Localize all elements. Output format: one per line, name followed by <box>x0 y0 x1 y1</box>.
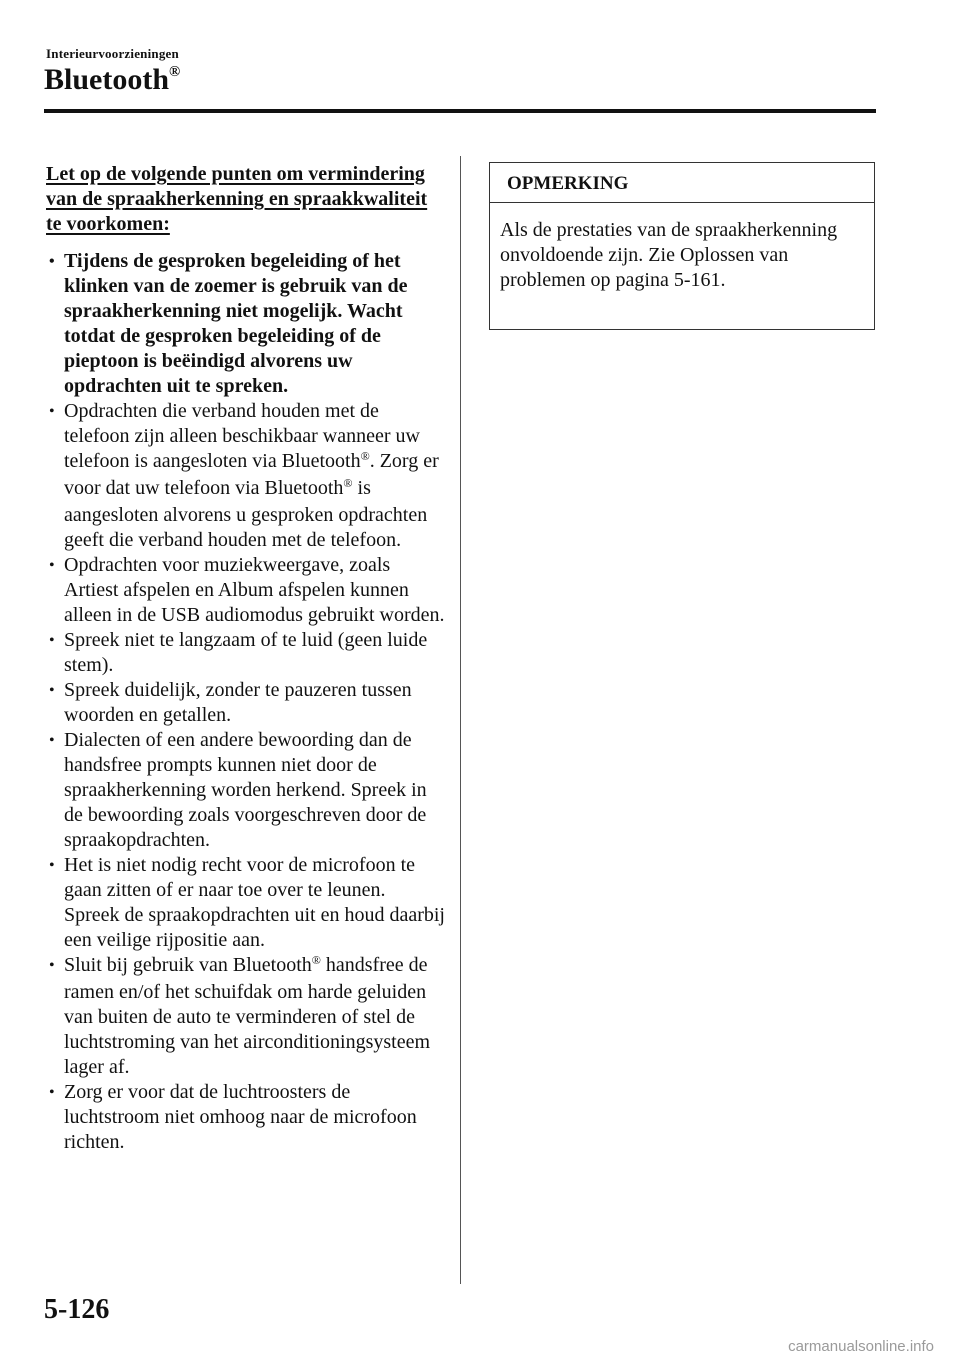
page-title-text: Bluetooth <box>44 63 170 96</box>
list-item: • Zorg er voor dat de luchtroosters de luchtstroom niet omhoog naar de microfoon richten. <box>46 1080 446 1155</box>
list-item-text: handsfree de ramen en/of het schuifdak om harde geluiden van buiten de auto te verminderen of stel de luchtstroming van het airconditioningsysteem lager af. <box>64 954 431 1078</box>
section-label: Interieurvoorzieningen <box>46 46 179 61</box>
column-divider <box>460 156 461 1284</box>
list-item-text: Opdrachten die verband houden met de telefoon zijn alleen beschikbaar wanneer uw telefoon is aangesloten via Bluetooth <box>64 400 420 472</box>
list-item: • Opdrachten voor muziekweergave, zoals Artiest afspelen en Album afspelen kunnen alleen in de USB audiomodus gebruikt worden. <box>46 553 446 628</box>
registered-mark: ® <box>343 476 353 490</box>
list-item <box>46 399 446 553</box>
list-item: • Tijdens de gesproken begeleiding of het klinken van de zoemer is gebruik van de spraakherkenning niet mogelijk. Wacht totdat de gesproken begeleiding of de pieptoon is beëindigd alvorens uw opdrachten uit te spreken. <box>46 249 446 399</box>
list-item: • Dialecten of een andere bewoording dan de handsfree prompts kunnen niet door de spraakherkenning worden herkend. Spreek in de bewoording zoals voorgeschreven door de spraakopdrachten. <box>46 728 446 853</box>
registered-mark: ® <box>360 449 370 463</box>
list-item-text: is aangesloten alvorens u gesproken opdrachten geeft die verband houden met de telefoon. <box>64 477 428 551</box>
left-column <box>46 162 446 1155</box>
note-box <box>489 162 875 330</box>
page-title <box>44 60 180 105</box>
tips-list <box>46 249 446 1155</box>
list-item: • Spreek niet te langzaam of te luid (geen luide stem). <box>46 628 446 678</box>
registered-mark: ® <box>169 64 181 80</box>
intro-heading: Let op de volgende punten om vermindering van de spraakherkenning en spraakkwaliteit te voorkomen: <box>46 163 428 235</box>
note-heading: OPMERKING <box>490 163 874 203</box>
page-number: 5-126 <box>44 1294 110 1325</box>
note-body: Als de prestaties van de spraakherkenning onvoldoende zijn. Zie Oplossen van problemen op pagina 5-161. <box>500 219 838 291</box>
list-item <box>46 953 446 1080</box>
list-item-text: Sluit bij gebruik van Bluetooth <box>64 954 312 976</box>
watermark: carmanualsonline.info <box>788 1338 934 1355</box>
list-item-text: . Zorg er voor dat uw telefoon via Bluetooth <box>64 450 439 499</box>
title-rule <box>44 109 876 113</box>
list-item: • Het is niet nodig recht voor de microfoon te gaan zitten of er naar toe over te leunen. Spreek de spraakopdrachten uit en houd daarbij een veilige rijpositie aan. <box>46 853 446 953</box>
list-item: • Spreek duidelijk, zonder te pauzeren tussen woorden en getallen. <box>46 678 446 728</box>
registered-mark: ® <box>311 953 321 967</box>
